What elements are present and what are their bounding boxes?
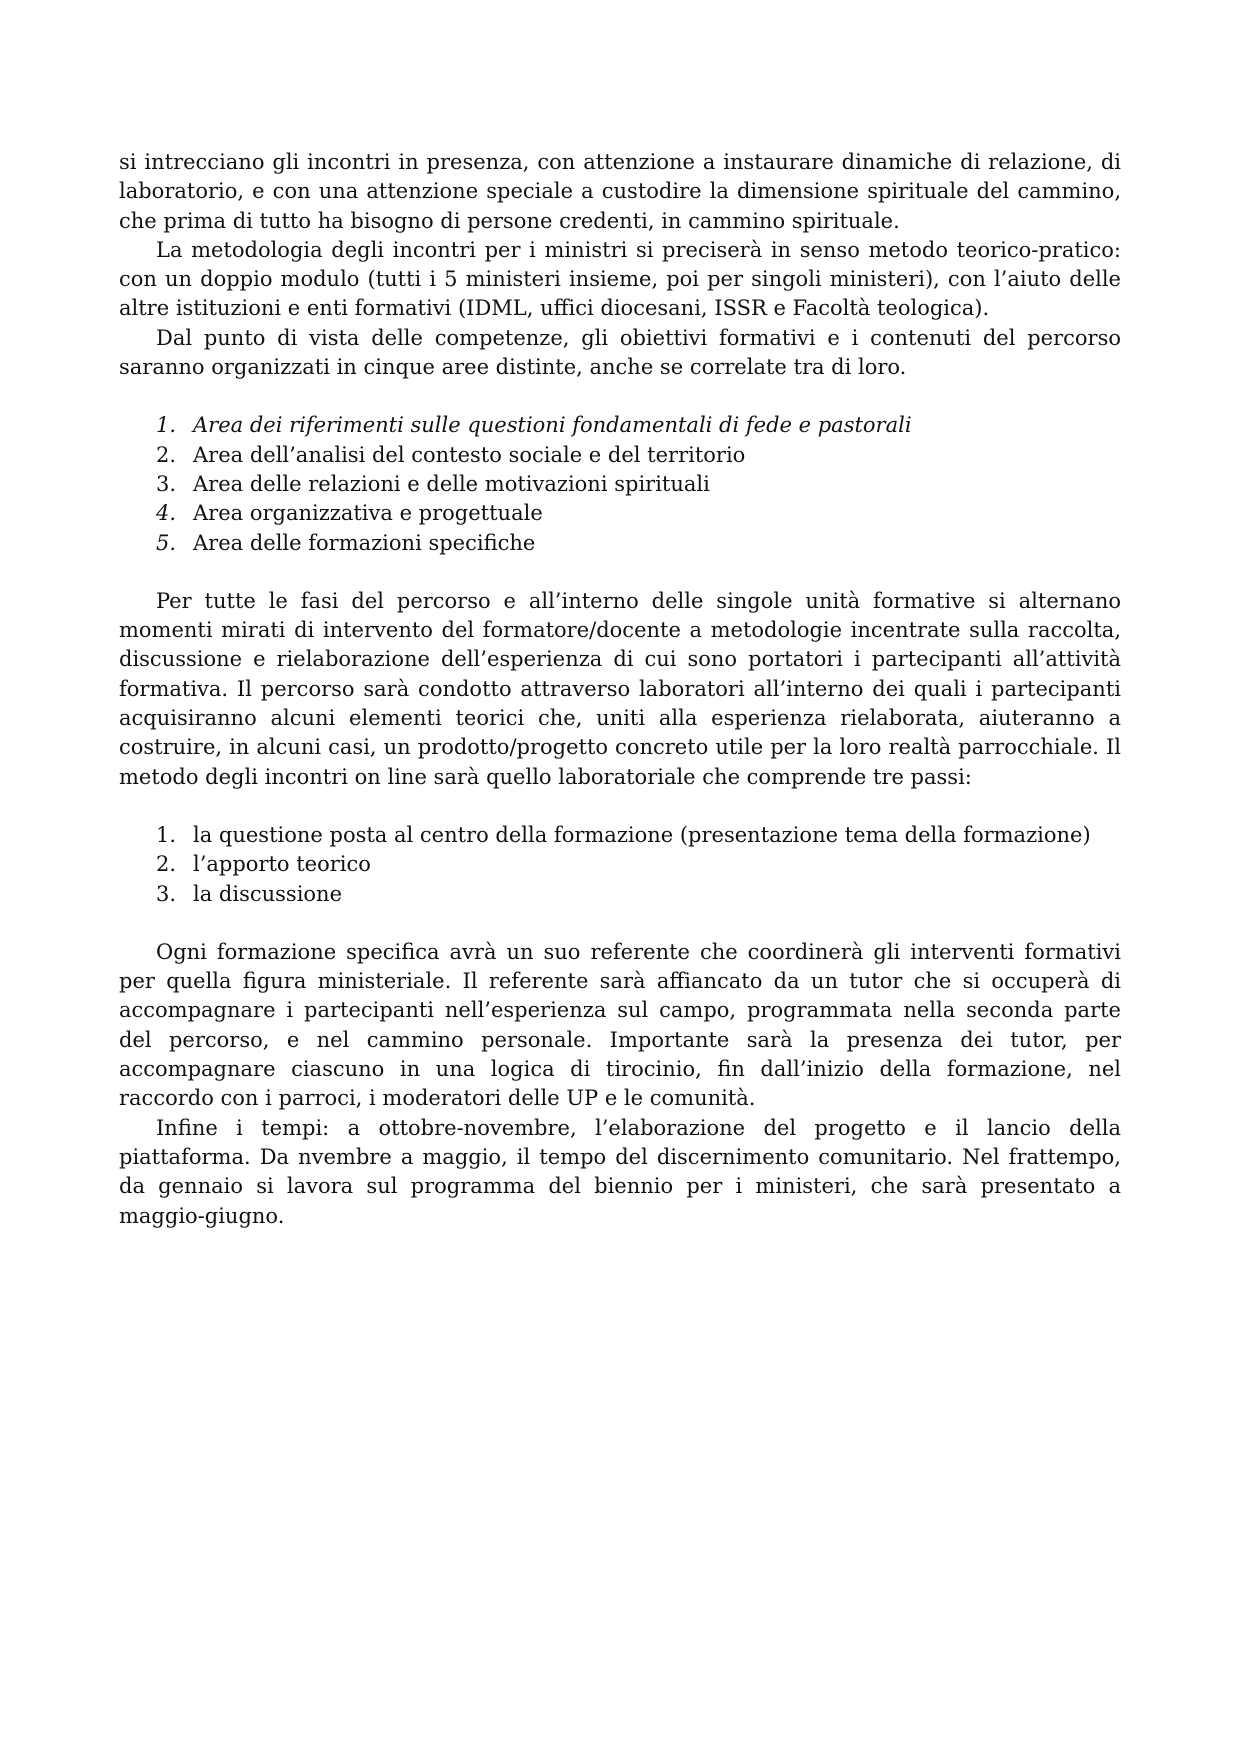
list-item-number: 1. — [156, 822, 177, 847]
list-item-text: la discussione — [193, 881, 342, 906]
list-item-text: la questione posta al centro della formazione (presentazione tema della formazione) — [193, 822, 1091, 847]
list-item — [119, 499, 1121, 528]
document-page — [119, 148, 1121, 1231]
paragraph-referents: Ogni formazione specifica avrà un suo referente che coordinerà gli interventi formativi per quella figura ministeriale. Il referente sarà affiancato da un tutor che si occuperà di accompagnare i partecipanti nell’esperienza sul campo, programmata nella seconda parte del percorso, e nel cammino personale. Importante sarà la presenza dei tutor, per accompagnare ciascuno in una logica di tirocinio, fin dall’inizio della formazione, nel raccordo con i parroci, i moderatori delle UP e le comunità. — [119, 939, 1121, 1111]
list-item — [119, 529, 1121, 558]
list-item-number: 4. — [156, 501, 177, 526]
areas-list — [119, 411, 1121, 557]
list-item-number: 3. — [156, 471, 177, 496]
paragraph-timeline: Infine i tempi: a ottobre-novembre, l’elaborazione del progetto e il lancio della piattaforma. Da nvembre a maggio, il tempo del discernimento comunitario. Nel frattempo, da gennaio si lavora sul programma del biennio per i ministeri, che sarà presentato a maggio-giugno. — [119, 1115, 1121, 1228]
list-item — [119, 441, 1121, 470]
list-item-text: Area dei riferimenti sulle questioni fondamentali di fede e pastorali — [193, 413, 912, 438]
spacer — [119, 382, 1121, 411]
list-item-number: 2. — [156, 442, 177, 467]
list-item — [119, 821, 1121, 850]
list-item-number: 5. — [156, 530, 177, 555]
spacer — [119, 909, 1121, 938]
steps-list — [119, 821, 1121, 909]
list-item — [119, 411, 1121, 440]
paragraph-intro-continuation: si intrecciano gli incontri in presenza, con attenzione a instaurare dinamiche di relazione, di laboratorio, e con una attenzione speciale a custodire la dimensione spirituale del cammino, che prima di tutto ha bisogno di persone credenti, in cammino spirituale. — [119, 150, 1121, 233]
paragraph-method-details: Per tutte le fasi del percorso e all’interno delle singole unità formative si alternano momenti mirati di intervento del formatore/docente a metodologie incentrate sulla raccolta, discussione e rielaborazione dell’esperienza di cui sono portatori i partecipanti all’attività formativa. Il percorso sarà condotto attraverso laboratori all’interno dei quali i partecipanti acquisiranno alcuni elementi teorici che, uniti alla esperienza rielaborata, aiuteranno a costruire, in alcuni casi, un prodotto/progetto concreto utile per la loro realtà parrocchiale. Il metodo degli incontri on line sarà quello laboratoriale che comprende tre passi: — [119, 588, 1121, 789]
paragraph-competences: Dal punto di vista delle competenze, gli obiettivi formativi e i contenuti del percorso saranno organizzati in cinque aree distinte, anche se correlate tra di loro. — [119, 325, 1121, 380]
spacer — [119, 558, 1121, 587]
list-item-number: 3. — [156, 881, 177, 906]
list-item — [119, 880, 1121, 909]
list-item — [119, 470, 1121, 499]
paragraph-methodology: La metodologia degli incontri per i ministri si preciserà in senso metodo teorico-pratico: con un doppio modulo (tutti i 5 ministeri insieme, poi per singoli ministeri), con l’aiuto delle altre istituzioni e enti formativi (IDML, uffici diocesani, ISSR e Facoltà teologica). — [119, 237, 1121, 321]
list-item-number: 1. — [156, 413, 177, 438]
list-item-text: Area dell’analisi del contesto sociale e del territorio — [193, 442, 746, 467]
spacer — [119, 792, 1121, 821]
list-item — [119, 850, 1121, 879]
list-item-text: Area delle formazioni specifiche — [193, 530, 536, 555]
list-item-text: Area delle relazioni e delle motivazioni spirituali — [193, 471, 710, 496]
list-item-text: l’apporto teorico — [193, 852, 371, 877]
list-item-text: Area organizzativa e progettuale — [193, 501, 543, 526]
list-item-number: 2. — [156, 852, 177, 877]
